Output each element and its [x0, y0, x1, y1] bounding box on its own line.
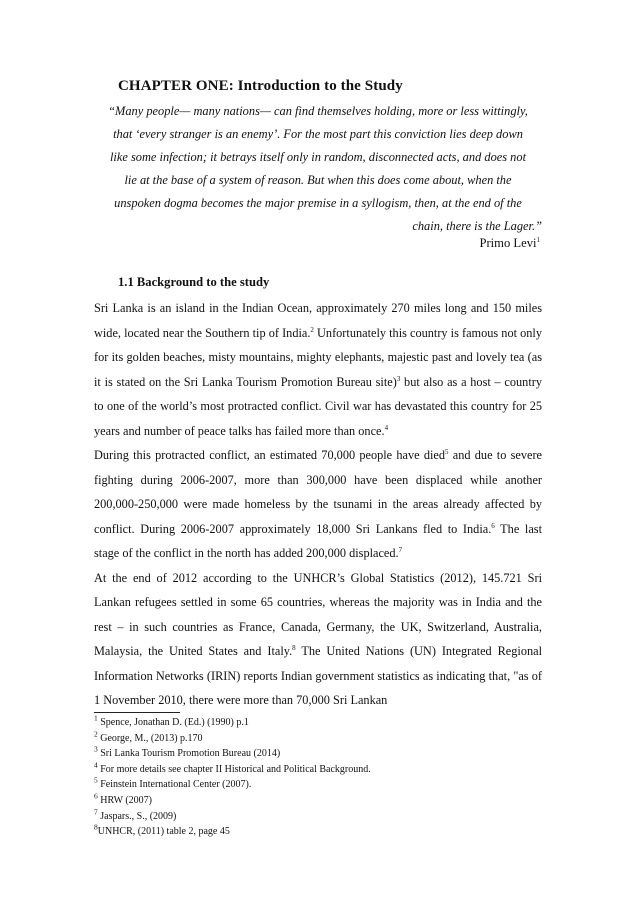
footnote-text: Sri Lanka Tourism Promotion Bureau (2014): [97, 748, 281, 760]
epigraph-line: that ‘every stranger is an enemy’. For the most part this conviction lies deep down: [113, 127, 523, 141]
paragraph-text: The last stage of the conflict in the north has added 200,000 displaced.: [94, 521, 542, 560]
footnote: [94, 777, 542, 793]
paragraph-text: During this protracted conflict, an estimated 70,000 people have died: [94, 448, 446, 462]
chapter-title: CHAPTER ONE: Introduction to the Study: [118, 78, 403, 94]
epigraph-line: lie at the base of a system of reason. But when this does come about, when the: [124, 173, 512, 187]
epigraph-line: unspoken dogma becomes the major premise in a syllogism, then, at the end of the: [114, 196, 522, 210]
section-heading: 1.1 Background to the study: [118, 275, 270, 289]
footnote-number: 7: [94, 807, 98, 817]
footnote-marker[interactable]: 4: [384, 423, 389, 432]
footnote-text: Spence, Jonathan D. (Ed.) (1990) p.1: [97, 717, 249, 728]
paragraph-text: Sri Lanka is an island in the Indian Ocean, approximately 270 miles long and 150 miles wide, located near the Southern tip of India.: [94, 301, 542, 340]
footnote-text: HRW (2007): [97, 794, 153, 806]
epigraph-line: “Many people— many nations— can find themselves holding, more or less wittingly,: [108, 104, 528, 118]
footnote-marker[interactable]: 1: [536, 235, 540, 244]
footnote-marker[interactable]: 2: [310, 325, 314, 334]
footnote-marker[interactable]: 7: [398, 545, 403, 554]
footnote-text: Jaspars., S., (2009): [97, 810, 177, 822]
author-name: Primo Levi: [479, 236, 537, 250]
paragraph-text: but also as a host – country to one of the world’s most protracted conflict. Civil war has devastated this country for 25 years and number of peace talks has failed more than once.: [94, 374, 542, 438]
footnotes: [94, 715, 542, 840]
paragraph: [94, 566, 542, 713]
footnote: [94, 731, 542, 747]
footnote: [94, 793, 542, 809]
body-text: [94, 296, 542, 713]
paragraph: [94, 296, 542, 443]
paragraph-text: Unfortunately this country is famous not only for its golden beaches, misty mountains, mighty elephants, majestic past and lovely tea (as it is stated on the Sri Lanka Tourism Promotion Bureau site): [94, 325, 542, 389]
footnote-text: For more details see chapter II Historical and Political Background.: [97, 763, 371, 775]
paragraph-text: The United Nations (UN) Integrated Regional Information Networks (IRIN) reports Indian government statistics as indicating that, "as of 1 November 2010, there were more than 70,000 Sri Lankan: [94, 644, 542, 707]
epigraph-author: [479, 236, 540, 251]
footnote: [94, 824, 542, 840]
epigraph-line: chain, there is the Lager.”: [412, 219, 542, 233]
footnote-divider: [94, 712, 180, 713]
footnote-text: George, M., (2013) p.170: [97, 732, 203, 744]
footnote-number: 5: [94, 776, 98, 786]
footnote-text: Feinstein International Center (2007).: [97, 779, 252, 791]
footnote-number: 6: [94, 791, 98, 801]
footnote-marker[interactable]: 5: [445, 447, 449, 456]
footnote-text: UNHCR, (2011) table 2, page 45: [97, 826, 230, 838]
footnote: [94, 809, 542, 825]
footnote: [94, 762, 542, 778]
footnote-marker[interactable]: 8: [292, 643, 296, 652]
footnote-number: 3: [94, 744, 98, 754]
footnote-number: 2: [94, 729, 98, 739]
footnote: [94, 746, 542, 762]
footnote-number: 8: [94, 822, 98, 832]
paragraph-text: and due to severe fighting during 2006-2007, more than 300,000 have been displaced while another 200,000-250,000 were made homeless by the tsunami in the areas already affected by conflict. During 2006-2007 approximately 18,000 Sri Lankans fled to India.: [94, 448, 543, 536]
footnote-number: 4: [94, 760, 98, 770]
paragraph: [94, 443, 542, 566]
footnote-marker[interactable]: 3: [396, 374, 401, 383]
paragraph-text: At the end of 2012 according to the UNHCR’s Global Statistics (2012), 145.721 Sri Lankan refugees settled in some 65 countries, whereas the majority was in India and the rest – in such countries as France, Canada, Germany, the UK, Switzerland, Australia, Malaysia, the United States and Italy.: [94, 570, 542, 658]
epigraph-quote: [94, 100, 542, 238]
epigraph-line: like some infection; it betrays itself only in random, disconnected acts, and does not: [109, 150, 527, 164]
footnote: [94, 715, 542, 731]
footnote-marker[interactable]: 6: [491, 521, 495, 530]
footnote-number: 1: [94, 713, 98, 723]
